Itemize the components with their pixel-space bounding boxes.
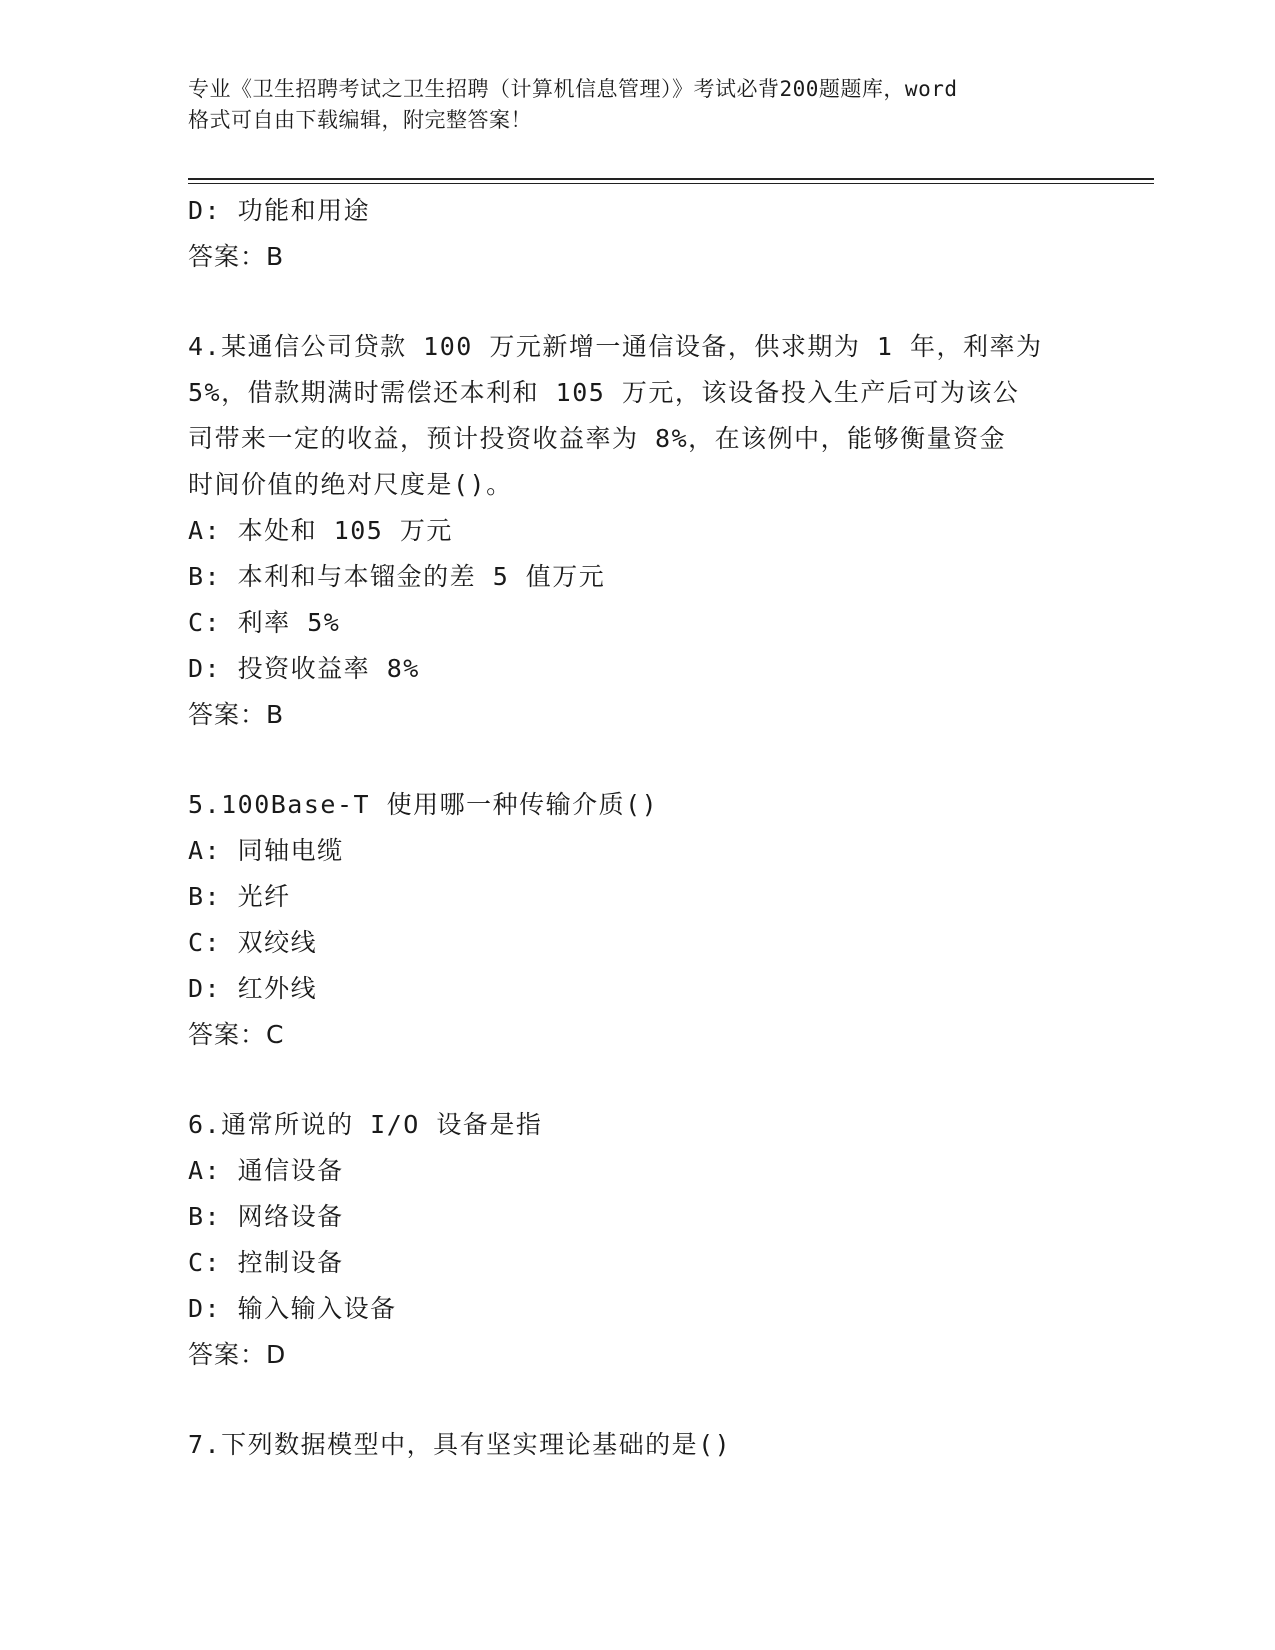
question-line: 6.通常所说的 I/O 设备是指 — [188, 1110, 543, 1139]
answer-line: 答案：B — [188, 242, 285, 271]
header-line-2: 格式可自由下载编辑，附完整答案！ — [188, 108, 532, 132]
question-text — [188, 782, 1088, 828]
question-line: 司带来一定的收益，预计投资收益率为 8%，在该例中，能够衡量资金 — [188, 424, 1007, 453]
option-b: B: 光纤 — [188, 882, 291, 911]
option-b: B: 本利和与本镏金的差 5 值万元 — [188, 562, 606, 591]
option-c: C: 利率 5% — [188, 608, 341, 637]
question-line: 5%，借款期满时需偿还本利和 105 万元，该设备投入生产后可为该公 — [188, 378, 1020, 407]
question-5 — [188, 782, 1088, 1058]
question-line: 4.某通信公司贷款 100 万元新增一通信设备，供求期为 1 年，利率为 — [188, 332, 1043, 361]
answer-line: 答案：B — [188, 700, 285, 729]
option-a: A: 通信设备 — [188, 1156, 344, 1185]
option-d: D: 红外线 — [188, 974, 318, 1003]
question-7 — [188, 1422, 1088, 1468]
question-4 — [188, 324, 1088, 738]
option-c: C: 控制设备 — [188, 1248, 344, 1277]
question-line: 5.100Base-T 使用哪一种传输介质() — [188, 790, 659, 819]
question-text — [188, 1102, 1088, 1148]
document-header — [188, 74, 1088, 136]
option-a: A: 本处和 105 万元 — [188, 516, 453, 545]
document-body — [188, 188, 1088, 1468]
header-line-1: 专业《卫生招聘考试之卫生招聘（计算机信息管理）》考试必背200题题库，word — [188, 77, 958, 101]
option-b: B: 网络设备 — [188, 1202, 344, 1231]
question-text — [188, 324, 1088, 508]
option-d: D: 功能和用途 — [188, 196, 371, 225]
question-text — [188, 1422, 1088, 1468]
header-divider-thin — [188, 183, 1154, 184]
question-6 — [188, 1102, 1088, 1378]
option-c: C: 双绞线 — [188, 928, 318, 957]
answer-line: 答案：C — [188, 1020, 285, 1049]
option-d: D: 输入输入设备 — [188, 1294, 397, 1323]
option-d: D: 投资收益率 8% — [188, 654, 420, 683]
carryover-question — [188, 188, 1088, 280]
answer-line: 答案：D — [188, 1340, 287, 1369]
question-line: 7.下列数据模型中，具有坚实理论基础的是() — [188, 1430, 732, 1459]
option-a: A: 同轴电缆 — [188, 836, 344, 865]
header-divider-thick — [188, 178, 1154, 180]
question-line: 时间价值的绝对尺度是()。 — [188, 470, 513, 499]
